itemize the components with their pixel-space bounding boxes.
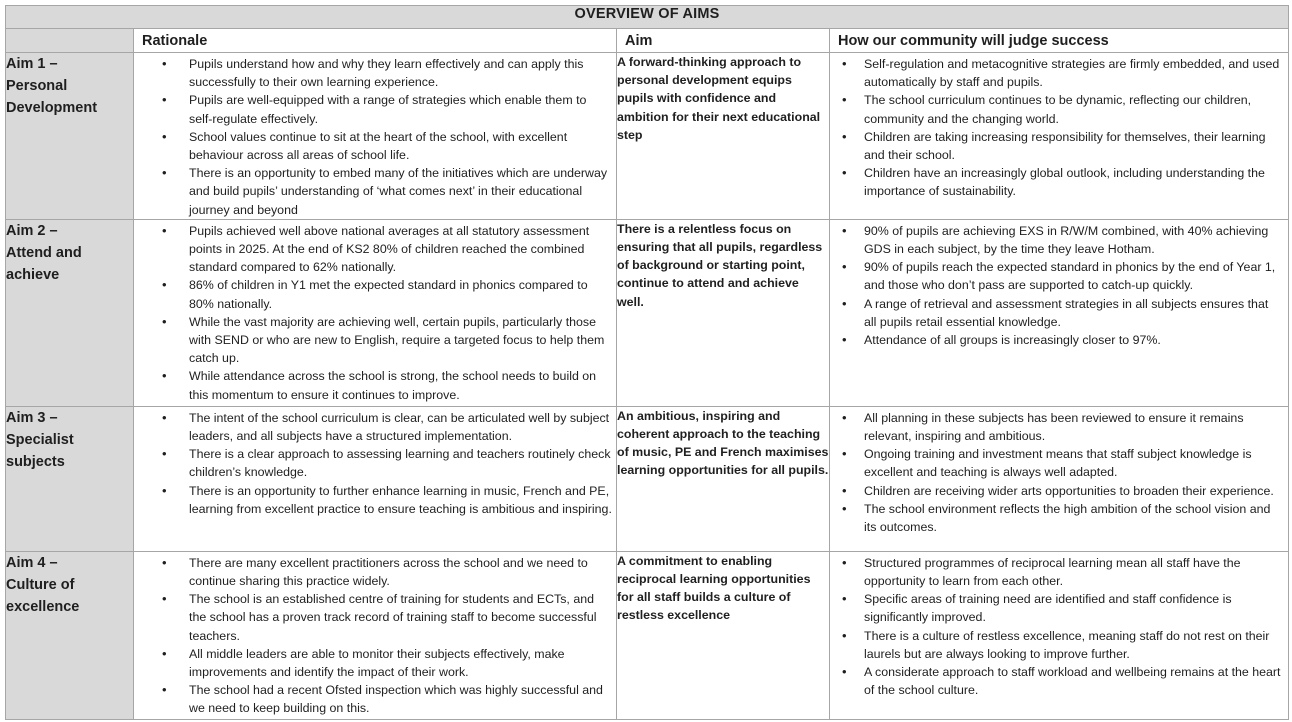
success-bullet: • 90% of pupils reach the expected standard in phonics by the end of Year 1, and those who don’t pass are supported to catch-up quickly.	[830, 258, 1284, 294]
aim-name-line: Development	[6, 100, 98, 116]
rationale-bullet: • Pupils are well-equipped with a range of strategies which enable them to self-regulate effectively.	[134, 91, 612, 127]
aim-1-success	[830, 53, 1289, 220]
aim-1-rationale	[134, 53, 617, 220]
rationale-bullet: • Pupils understand how and why they learn effectively and can apply this successfully to their own learning experience.	[134, 55, 612, 91]
rationale-bullet: • The school is an established centre of training for students and ECTs, and the school has a proven track record of training staff to become successful teachers.	[134, 590, 612, 645]
table-row	[6, 406, 1289, 551]
aim-3-name	[6, 406, 134, 551]
rationale-bullet: • While attendance across the school is strong, the school needs to build on this momentum to ensure it continues to improve.	[134, 367, 612, 403]
success-bullet: • All planning in these subjects has been reviewed to ensure it remains relevant, inspiring and ambitious.	[830, 409, 1284, 445]
success-bullet: • Attendance of all groups is increasingly closer to 97%.	[830, 331, 1284, 349]
success-bullet: • Specific areas of training need are identified and staff confidence is significantly improved.	[830, 590, 1284, 626]
success-bullet: • A considerate approach to staff workload and wellbeing remains at the heart of the school culture.	[830, 663, 1284, 699]
aim-3-success	[830, 406, 1289, 551]
rationale-bullet: • 86% of children in Y1 met the expected standard in phonics compared to 80% nationally.	[134, 276, 612, 312]
aim-name-line: Personal	[6, 78, 68, 94]
rationale-bullet: • School values continue to sit at the heart of the school, with excellent behaviour across all areas of school life.	[134, 128, 612, 164]
rationale-bullet: • The school had a recent Ofsted inspection which was highly successful and we need to keep building on this.	[134, 681, 612, 717]
aim-4-statement: A commitment to enabling reciprocal learning opportunities for all staff builds a culture of restless excellence	[617, 551, 830, 719]
success-bullet: • Self-regulation and metacognitive strategies are firmly embedded, and used automatically by staff and pupils.	[830, 55, 1284, 91]
aim-name-line: Aim 4 –	[6, 554, 58, 571]
aim-2-success	[830, 219, 1289, 406]
aim-2-statement: There is a relentless focus on ensuring that all pupils, regardless of background or starting point, continue to attend and achieve well.	[617, 219, 830, 406]
success-bullet: • The school curriculum continues to be dynamic, reflecting our children, community and the changing world.	[830, 91, 1284, 127]
rationale-bullet: • Pupils achieved well above national averages at all statutory assessment points in 2025. At the end of KS2 80% of children reached the combined standard compared to 62% nationally.	[134, 222, 612, 277]
table-row	[6, 551, 1289, 719]
rationale-bullet: • There is an opportunity to further enhance learning in music, French and PE, learning from excellent practice to ensure teaching is ambitious and inspiring.	[134, 482, 612, 518]
aim-3-statement: An ambitious, inspiring and coherent approach to the teaching of music, PE and French maximises learning opportunities for all pupils.	[617, 406, 830, 551]
table-title: OVERVIEW OF AIMS	[6, 6, 1289, 29]
aim-name-line: Aim 2 –	[6, 222, 58, 239]
success-bullet: • A range of retrieval and assessment strategies in all subjects ensures that all pupils retail essential knowledge.	[830, 295, 1284, 331]
success-bullet: • The school environment reflects the high ambition of the school vision and its outcomes.	[830, 500, 1284, 536]
rationale-bullet: • There is a clear approach to assessing learning and teachers routinely check children’s knowledge.	[134, 445, 612, 481]
rationale-bullet: • While the vast majority are achieving well, certain pupils, particularly those with SEND or who are new to English, require a targeted focus to help them catch up.	[134, 313, 612, 368]
aim-2-name	[6, 219, 134, 406]
success-bullet: • Ongoing training and investment means that staff subject knowledge is excellent and teaching is always well adapted.	[830, 445, 1284, 481]
aim-name-line: Culture of	[6, 576, 75, 593]
rationale-bullet: • There are many excellent practitioners across the school and we need to continue sharing this practice widely.	[134, 554, 612, 590]
rationale-bullet: • There is an opportunity to embed many of the initiatives which are underway and build pupils’ understanding of ‘what comes next’ in their educational journey and beyond	[134, 164, 612, 219]
aims-overview-table	[5, 5, 1289, 720]
aim-name-line: subjects	[6, 453, 65, 470]
table-row	[6, 53, 1289, 220]
aim-4-success	[830, 551, 1289, 719]
aim-3-rationale	[134, 406, 617, 551]
aim-name-line: excellence	[6, 598, 80, 615]
success-bullet: • 90% of pupils are achieving EXS in R/W/M combined, with 40% achieving GDS in each subject, by the time they leave Hotham.	[830, 222, 1284, 258]
aim-name-line: Attend and	[6, 244, 82, 261]
header-rationale: Rationale	[134, 29, 617, 53]
success-bullet: • Structured programmes of reciprocal learning mean all staff have the opportunity to learn from each other.	[830, 554, 1284, 590]
aim-1-statement: A forward-thinking approach to personal development equips pupils with confidence and ambition for their next educational step	[617, 53, 830, 220]
success-bullet: • Children are taking increasing responsibility for themselves, their learning and their school.	[830, 128, 1284, 164]
success-bullet: • Children have an increasingly global outlook, including understanding the importance of sustainability.	[830, 164, 1284, 200]
aim-name-line: Specialist	[6, 431, 74, 448]
aim-1-name	[6, 53, 134, 220]
aim-4-rationale	[134, 551, 617, 719]
rationale-bullet: • The intent of the school curriculum is clear, can be articulated well by subject leaders, and all subjects have a structured implementation.	[134, 409, 612, 445]
rationale-bullet: • All middle leaders are able to monitor their subjects effectively, make improvements and identify the impact of their work.	[134, 645, 612, 681]
aim-name-line: Aim 1 –	[6, 56, 58, 72]
header-blank-cell	[6, 29, 134, 53]
header-aim: Aim	[617, 29, 830, 53]
table-row	[6, 219, 1289, 406]
header-success: How our community will judge success	[830, 29, 1289, 53]
aim-name-line: Aim 3 –	[6, 409, 58, 426]
aim-4-name	[6, 551, 134, 719]
success-bullet: • Children are receiving wider arts opportunities to broaden their experience.	[830, 482, 1284, 500]
header-row	[6, 29, 1289, 53]
aim-name-line: achieve	[6, 266, 60, 283]
aim-2-rationale	[134, 219, 617, 406]
success-bullet: • There is a culture of restless excellence, meaning staff do not rest on their laurels but are always looking to improve further.	[830, 627, 1284, 663]
